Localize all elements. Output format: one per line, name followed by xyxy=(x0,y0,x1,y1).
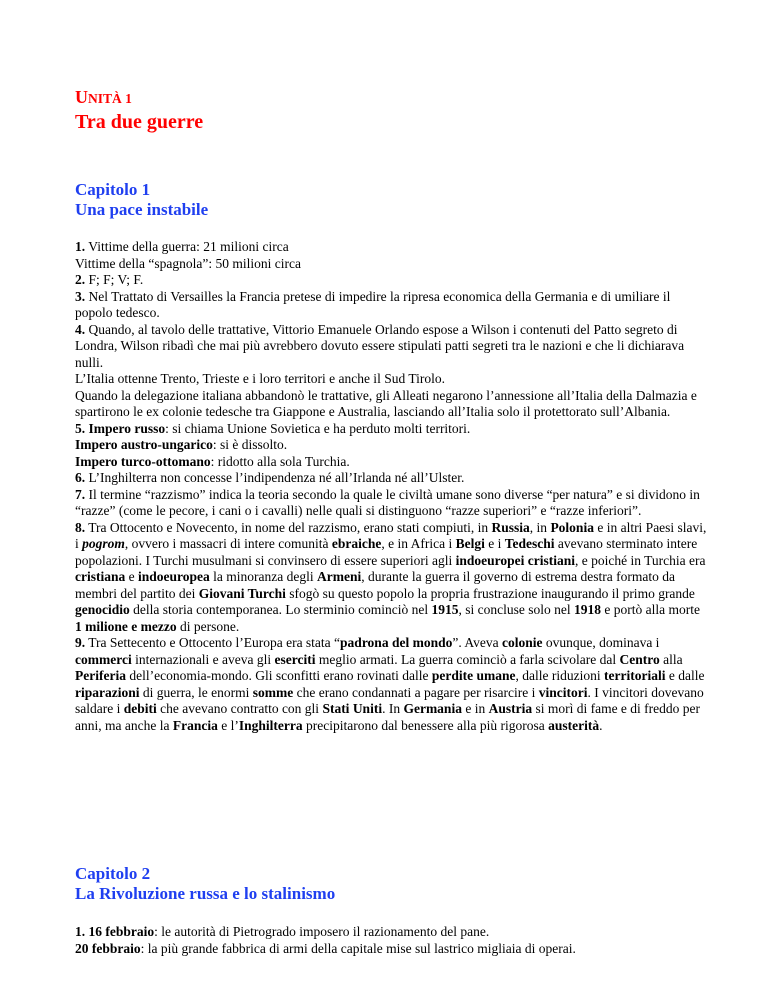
chapter-2-label: Capitolo 2 xyxy=(75,864,151,883)
answer-paragraph xyxy=(75,941,708,958)
text-run: , e poiché in Turchia era xyxy=(574,552,706,568)
bold-text: 2. xyxy=(75,272,86,287)
bold-text: cristiana xyxy=(75,569,126,584)
text-run: alla xyxy=(659,651,683,667)
text-run: si morì di fame e di freddo per anni, ma anche la xyxy=(75,701,701,733)
bold-text: Impero austro-ungarico xyxy=(75,437,213,452)
text-run: , ovvero i massacri di intere comunità xyxy=(124,536,332,551)
bold-text: 9. xyxy=(75,635,86,650)
text-run: e in altri Paesi slavi, i xyxy=(75,519,707,551)
chapter-2 xyxy=(75,864,708,957)
bold-text: indoeuropea xyxy=(138,569,210,584)
text-run: : la più grande fabbrica di armi della capitale mise sul lastrico migliaia di operai. xyxy=(140,940,576,956)
bold-text: pogrom xyxy=(82,536,125,551)
text-run: e i xyxy=(484,536,505,551)
bold-text: Tedeschi xyxy=(504,536,555,551)
text-run: e portò alla morte xyxy=(601,602,700,617)
answer-paragraph xyxy=(75,454,708,471)
text-run: dell’economia-mondo. Gli sconfitti erano rovinati dalle xyxy=(125,668,432,683)
text-run: e l’ xyxy=(217,717,239,733)
text-run: Il termine “razzismo” indica la teoria secondo la quale le civiltà umane sono diverse “per natura” e si dividono in “razze” (come le pecore, i cani o i cavalli) nelle quali si distinguono “razze superiori” e “razze inferiori”. xyxy=(75,486,700,518)
unit-label xyxy=(75,86,203,110)
text-run: Vittime della guerra: 21 milioni circa xyxy=(85,239,289,254)
text-run: di persone. xyxy=(176,618,240,634)
bold-text: Francia xyxy=(172,717,218,733)
chapter-2-title: La Rivoluzione russa e lo stalinismo xyxy=(75,884,336,903)
text-run: ”. Aveva xyxy=(452,635,502,650)
bold-text: genocidio xyxy=(75,602,130,617)
bold-text: padrona del mondo xyxy=(340,635,453,650)
bold-text: Polonia xyxy=(550,519,594,535)
text-run: , in xyxy=(529,519,551,535)
bold-text: Giovani Turchi xyxy=(198,585,286,601)
answer-paragraph xyxy=(75,924,708,941)
answer-paragraph xyxy=(75,322,708,372)
bold-text: vincitori xyxy=(538,684,588,700)
text-run: meglio armati. La guerra cominciò a farla scivolare dal xyxy=(315,651,620,667)
answer-paragraph xyxy=(75,520,708,636)
text-run: e xyxy=(125,569,138,584)
bold-text: 5. Impero russo xyxy=(75,420,166,436)
chapter-1-body xyxy=(75,239,708,734)
bold-text: Germania xyxy=(403,701,462,716)
text-run: : si chiama Unione Sovietica e ha perduto molti territori. xyxy=(165,420,471,436)
text-run: Vittime della “spagnola”: 50 milioni circa xyxy=(75,255,301,271)
bold-text: ebraiche xyxy=(331,536,382,551)
text-run: sfogò su questo popolo la propria frustrazione inaugurando il primo grande xyxy=(285,585,695,601)
chapter-2-body xyxy=(75,924,708,957)
bold-text: Austria xyxy=(488,701,533,716)
bold-text: debiti xyxy=(123,701,157,716)
bold-text: 1 milione e mezzo xyxy=(75,618,177,634)
bold-text: 1918 xyxy=(574,602,602,617)
bold-text: indoeuropei cristiani xyxy=(455,552,575,568)
text-run: avevano sterminato intere popolazioni. I Turchi musulmani si convinsero di essere superiori agli xyxy=(75,536,698,568)
text-run: , dalle riduzioni xyxy=(515,668,604,683)
text-run: L’Inghilterra non concesse l’indipendenza né all’Irlanda né all’Ulster. xyxy=(85,470,465,485)
text-run: della storia contemporanea. Lo sterminio cominciò nel xyxy=(129,602,432,617)
unit-label-initial: U xyxy=(75,87,88,107)
text-run: di guerra, le enormi xyxy=(139,684,253,700)
bold-text: 8. xyxy=(75,519,86,535)
text-run: la minoranza degli xyxy=(209,569,317,584)
bold-text: colonie xyxy=(501,635,543,650)
text-run: : ridotto alla sola Turchia. xyxy=(210,453,350,469)
text-run: internazionali e aveva gli xyxy=(131,651,275,667)
bold-text: 1915 xyxy=(431,602,459,617)
text-run: . In xyxy=(382,701,404,716)
answer-paragraph xyxy=(75,256,708,273)
unit-label-rest: NITÀ 1 xyxy=(88,91,132,106)
bold-text: 1. xyxy=(75,239,86,254)
bold-text: 20 febbraio xyxy=(75,940,141,956)
bold-text: 6. xyxy=(75,470,86,485)
text-run: : le autorità di Pietrogrado imposero il razionamento del pane. xyxy=(154,924,490,939)
text-run: : si è dissolto. xyxy=(212,437,288,452)
bold-text: austerità xyxy=(548,717,600,733)
bold-text: commerci xyxy=(75,651,132,667)
bold-text: territoriali xyxy=(604,668,666,683)
bold-text: riparazioni xyxy=(75,684,140,700)
text-run: Tra Ottocento e Novecento, in nome del razzismo, erano stati compiuti, in xyxy=(85,519,492,535)
answer-paragraph xyxy=(75,272,708,289)
text-run: che avevano contratto con gli xyxy=(156,701,323,716)
answer-paragraph xyxy=(75,421,708,438)
bold-text: 7. xyxy=(75,486,86,502)
answer-paragraph xyxy=(75,635,708,734)
text-run: precipitarono dal benessere alla più rigorosa xyxy=(302,717,549,733)
answer-paragraph xyxy=(75,437,708,454)
bold-text: Stati Uniti xyxy=(322,701,383,716)
text-run: ovunque, dominava i xyxy=(542,635,660,650)
text-run: Tra Settecento e Ottocento l’Europa era stata “ xyxy=(85,635,341,650)
answer-paragraph xyxy=(75,487,708,520)
bold-text: somme xyxy=(252,684,294,700)
text-run: F; F; V; F. xyxy=(85,272,144,287)
text-run: Nel Trattato di Versailles la Francia pretese di impedire la ripresa economica della Germania e di umiliare il popolo tedesco. xyxy=(75,288,671,320)
chapter-1 xyxy=(75,180,708,734)
answer-paragraph xyxy=(75,289,708,322)
text-run: , e in Africa i xyxy=(381,536,456,551)
chapter-1-title: Una pace instabile xyxy=(75,200,209,219)
bold-text: perdite umane xyxy=(431,668,516,683)
text-run: L’Italia ottenne Trento, Trieste e i loro territori e anche il Sud Tirolo. xyxy=(75,371,445,386)
text-run: . I vincitori dovevano saldare i xyxy=(75,684,704,716)
bold-text: 3. xyxy=(75,288,86,304)
text-run: , durante la guerra il governo di estrema destra formato da membri del partito dei xyxy=(75,569,675,601)
bold-text: Belgi xyxy=(455,536,485,551)
text-run: Quando la delegazione italiana abbandonò le trattative, gli Alleati negarono l’annessione all’Italia della Dalmazia e spartirono le ex colonie tedesche tra Giappone e Australia, lasciando all’Italia solo il protettorato sull’Albania. xyxy=(75,387,697,419)
text-run: che erano condannati a pagare per risarcire i xyxy=(293,684,539,700)
answer-paragraph xyxy=(75,239,708,256)
text-run: , si concluse solo nel xyxy=(458,602,575,617)
answer-paragraph xyxy=(75,371,708,388)
text-run: e dalle xyxy=(665,668,705,683)
bold-text: Impero turco-ottomano xyxy=(75,453,211,469)
bold-text: Russia xyxy=(491,519,530,535)
bold-text: 1. 16 febbraio xyxy=(75,924,155,939)
text-run: Quando, al tavolo delle trattative, Vittorio Emanuele Orlando espose a Wilson i contenuti del Patto segreto di Londra, Wilson ribadì che mai più avrebbero dovuto essere stipulati patti segreti tra le nazioni e che li dichiarava nulli. xyxy=(75,321,685,370)
bold-text: Centro xyxy=(619,651,660,667)
chapter-1-label: Capitolo 1 xyxy=(75,180,151,199)
unit-header xyxy=(75,86,203,134)
bold-text: Armeni xyxy=(316,569,362,584)
text-run: . xyxy=(599,717,603,733)
text-run: e in xyxy=(461,701,489,716)
bold-text: eserciti xyxy=(274,651,316,667)
bold-text: 4. xyxy=(75,321,86,337)
answer-paragraph xyxy=(75,470,708,487)
answer-paragraph xyxy=(75,388,708,421)
bold-text: Inghilterra xyxy=(238,717,303,733)
bold-text: Periferia xyxy=(75,668,126,683)
unit-title: Tra due guerre xyxy=(75,111,204,133)
